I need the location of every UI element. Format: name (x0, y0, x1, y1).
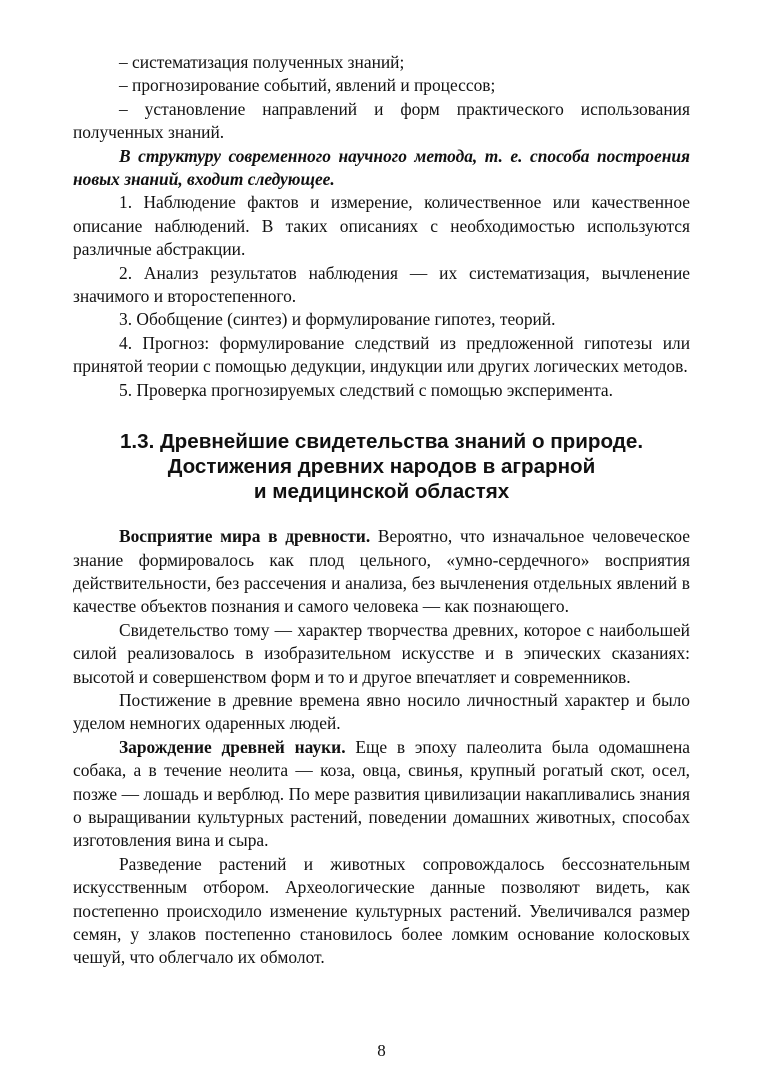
method-step: 5. Проверка прогнозируемых следствий с помощью эксперимента. (119, 379, 613, 400)
method-step: 1. Наблюдение фактов и измерение, количественное или качественное описание наблюдений. В таких описаниях с необходимостью используются различные абстракции. (73, 192, 690, 260)
method-step: 2. Анализ результатов наблюдения — их систематизация, вычленение значимого и второстепенного. (73, 262, 690, 307)
section-body (73, 525, 690, 970)
method-steps (73, 145, 690, 402)
paragraph: Постижение в древние времена явно носило личностный характер и было уделом немногих одаренных людей. (73, 689, 690, 734)
paragraph (73, 736, 690, 853)
goals-list (73, 51, 690, 145)
section-heading-line: 1.3. Древнейшие свидетельства знаний о природе. (119, 430, 644, 454)
method-step: 4. Прогноз: формулирование следствий из предложенной гипотезы или принятой теории с помощью дедукции, индукции или других логических методов. (73, 332, 690, 377)
page-number: 8 (377, 1041, 386, 1060)
section-heading (73, 429, 690, 504)
method-step: 3. Обобщение (синтез) и формулирование гипотез, теорий. (119, 309, 556, 330)
paragraph: Свидетельство тому — характер творчества древних, которое с наибольшей силой реализовалось в изобразительном искусстве и в эпических сказаниях: высотой и совершенством форм и то и другое впечатляет и современников. (73, 619, 690, 687)
paragraph-text: Еще в эпоху палеолита была одомашнена собака, а в течение неолита — коза, овца, свинья, крупный рогатый скот, осел, позже — лошадь и верблюд. По мере развития цивилизации накапливались знания о выращивании культурных растений, поведении домашних животных, способах изготовления вина и сыра. (73, 736, 690, 851)
paragraph-lead: Восприятие мира в древности. (119, 526, 371, 547)
list-item: – прогнозирование событий, явлений и процессов; (119, 75, 496, 96)
list-item: – установление направлений и форм практического использования полученных знаний. (73, 98, 690, 143)
list-item: – систематизация полученных знаний; (119, 52, 405, 72)
paragraph (73, 525, 690, 619)
section-heading-line: Достижения древних народов в аграрной (167, 455, 596, 479)
paragraph: Разведение растений и животных сопровождалось бессознательным искусственным отбором. Археологические данные позволяют видеть, как постепенно происходило изменение культурных растений. Увеличивался размер семян, у злаков постепенно становилось более ломким основание колосковых чешуй, что облегчало их обмолот. (73, 853, 690, 968)
method-intro: В структуру современного научного метода, т. е. способа построения новых знаний, входит следующее. (73, 145, 690, 190)
paragraph-lead: Зарождение древней науки. (119, 736, 346, 757)
paragraph-text: Вероятно, что изначальное человеческое знание формировалось как плод цельного, «умно-сердечного» восприятия действительности, без рассечения и анализа, без вычленения отдельных явлений в качестве объектов познания и самого человека — как познающего. (73, 526, 690, 617)
section-heading-line: и медицинской областях (253, 480, 510, 504)
